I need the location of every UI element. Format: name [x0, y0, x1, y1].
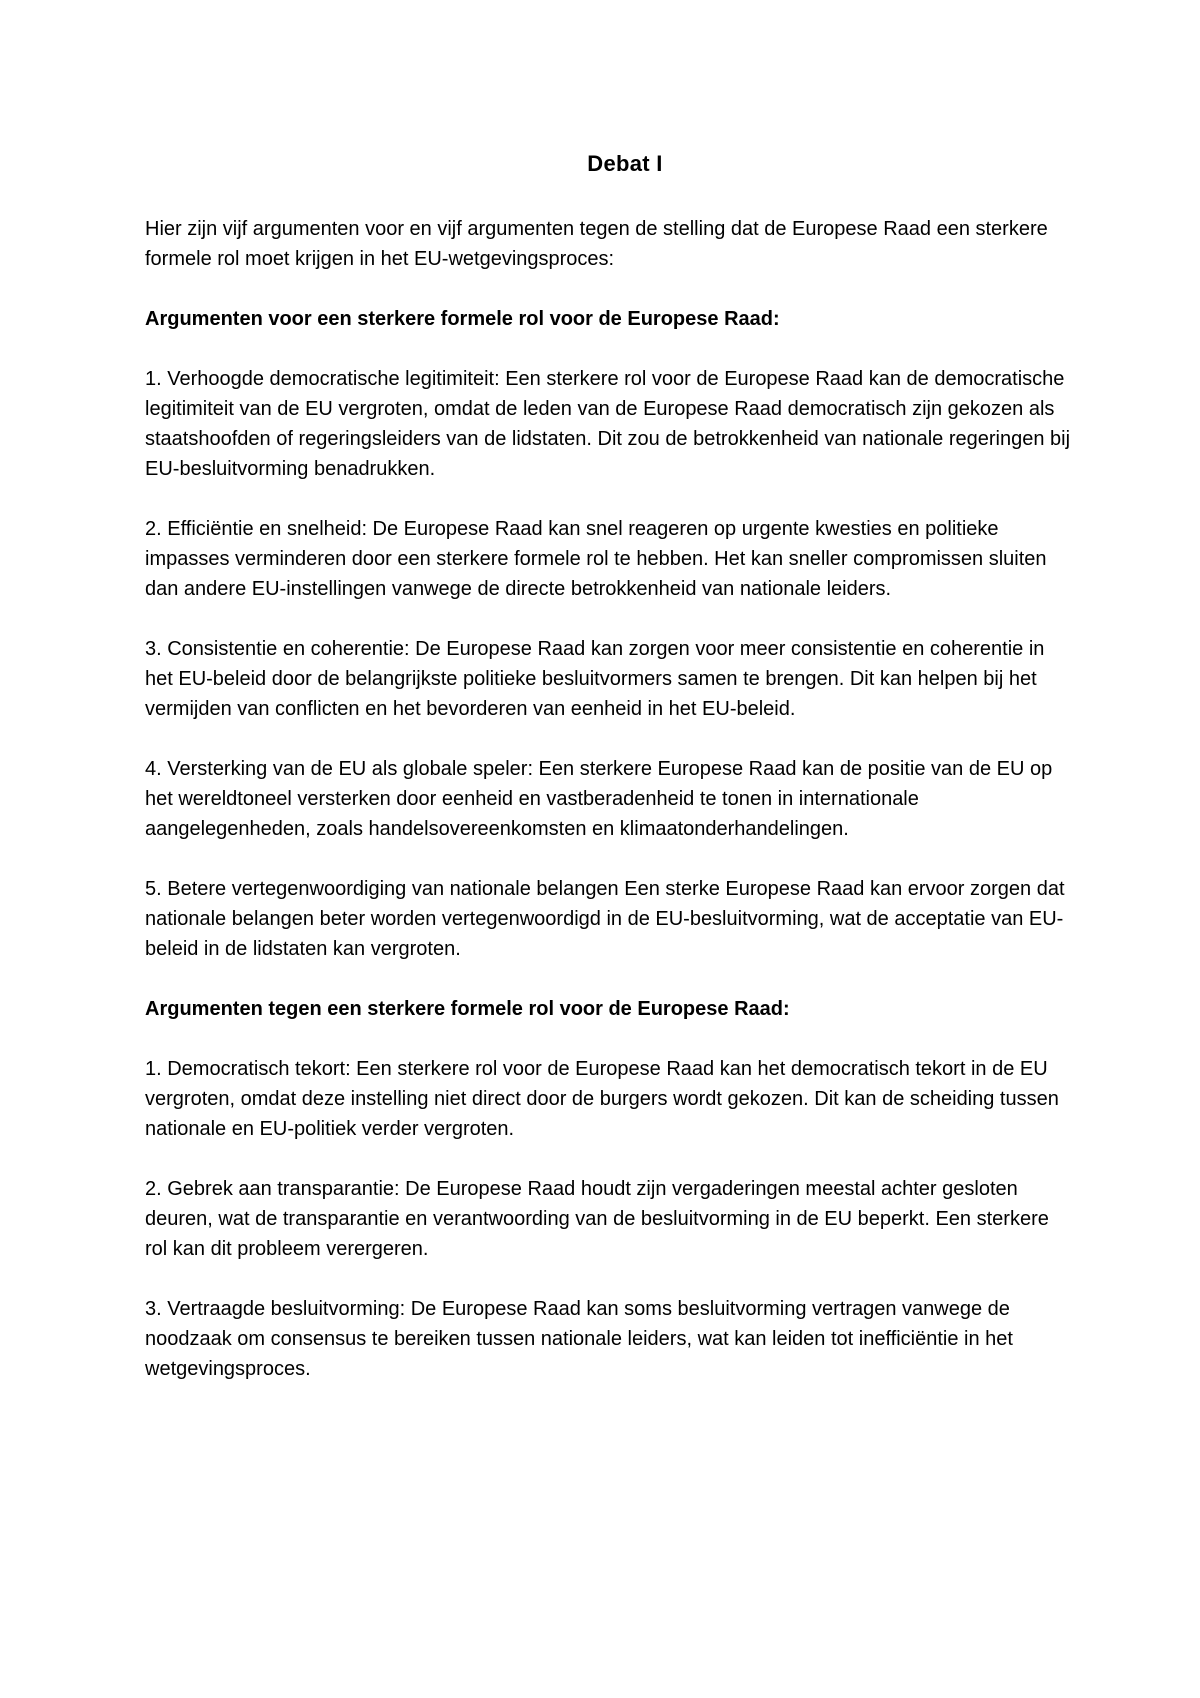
con-argument-2: 2. Gebrek aan transparantie: De Europese Raad houdt zijn vergaderingen meestal achter gesloten deuren, wat de transparantie en verantwoording van de besluitvorming in de EU beperkt. Een sterkere rol kan dit probleem verergeren.: [145, 1178, 1049, 1260]
pro-argument-4: 4. Versterking van de EU als globale speler: Een sterkere Europese Raad kan de positie van de EU op het wereldtoneel versterken door eenheid en vastberadenheid te tonen in internationale aangelegenheden, zoals handelsovereenkomsten en klimaatonderhandelingen.: [145, 758, 1053, 840]
con-arguments-heading: Argumenten tegen een sterkere formele rol voor de Europese Raad:: [145, 998, 790, 1020]
con-argument-3: 3. Vertraagde besluitvorming: De Europese Raad kan soms besluitvorming vertragen vanwege de noodzaak om consensus te bereiken tussen nationale leiders, wat kan leiden tot inefficiëntie in het wetgevingsproces.: [145, 1298, 1013, 1380]
pro-argument-1: 1. Verhoogde democratische legitimiteit: Een sterkere rol voor de Europese Raad kan de democratische legitimiteit van de EU vergroten, omdat de leden van de Europese Raad democratisch zijn gekozen als staatshoofden of regeringsleiders van de lidstaten. Dit zou de betrokkenheid van nationale regeringen bij EU-besluitvorming benadrukken.: [145, 368, 1071, 480]
pro-argument-3: 3. Consistentie en coherentie: De Europese Raad kan zorgen voor meer consistentie en coherentie in het EU-beleid door de belangrijkste politieke besluitvormers samen te brengen. Dit kan helpen bij het vermijden van conflicten en het bevorderen van eenheid in het EU-beleid.: [145, 638, 1045, 720]
pro-argument-5: 5. Betere vertegenwoordiging van nationale belangen Een sterke Europese Raad kan ervoor zorgen dat nationale belangen beter worden vertegenwoordigd in de EU-besluitvorming, wat de acceptatie van EU-beleid in de lidstaten kan vergroten.: [145, 878, 1065, 960]
intro-paragraph: Hier zijn vijf argumenten voor en vijf argumenten tegen de stelling dat de Europese Raad een sterkere formele rol moet krijgen in het EU-wetgevingsproces:: [145, 218, 1048, 270]
pro-argument-2: 2. Efficiëntie en snelheid: De Europese Raad kan snel reageren op urgente kwesties en politieke impasses verminderen door een sterkere formele rol te hebben. Het kan sneller compromissen sluiten dan andere EU-instellingen vanwege de directe betrokkenheid van nationale leiders.: [145, 518, 1047, 600]
con-argument-1: 1. Democratisch tekort: Een sterkere rol voor de Europese Raad kan het democratisch tekort in de EU vergroten, omdat deze instelling niet direct door de burgers wordt gekozen. Dit kan de scheiding tussen nationale en EU-politiek verder vergroten.: [145, 1058, 1059, 1140]
document-body: [145, 144, 1075, 1414]
document-title: Debat I: [587, 151, 663, 176]
pro-arguments-heading: Argumenten voor een sterkere formele rol voor de Europese Raad:: [145, 308, 780, 330]
